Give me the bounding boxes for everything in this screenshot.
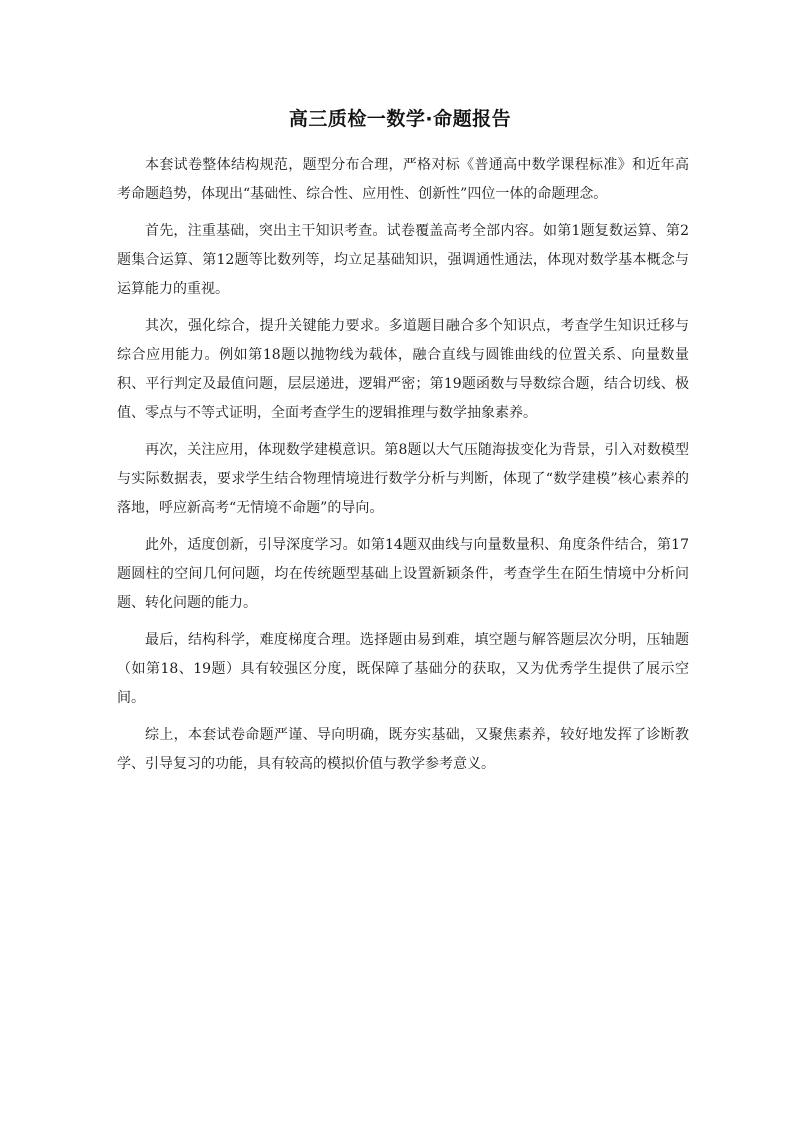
paragraph-basics: 首先，注重基础，突出主干知识考查。试卷覆盖高考全部内容。如第1题复数运算、第2题集合运算、第12题等比数列等，均立足基础知识，强调通性通法，体现对数学基本概念与运算能力的重视。	[117, 223, 689, 297]
document-title: 高三质检一数学·命题报告	[288, 108, 512, 130]
paragraph-conclusion: 综上，本套试卷命题严谨、导向明确，既夯实基础，又聚焦素养，较好地发挥了诊断教学、引导复习的功能，具有较高的模拟价值与教学参考意义。	[117, 727, 689, 772]
paragraph-synthesis: 其次，强化综合，提升关键能力要求。多道题目融合多个知识点，考查学生知识迁移与综合应用能力。例如第18题以抛物线为载体，融合直线与圆锥曲线的位置关系、向量数量积、平行判定及最值问题，层层递进，逻辑严密；第19题函数与导数综合题，结合切线、极值、零点与不等式证明，全面考查学生的逻辑推理与数学抽象素养。	[117, 318, 689, 421]
document-body	[117, 151, 689, 787]
paragraph-innovation: 此外，适度创新，引导深度学习。如第14题双曲线与向量数量积、角度条件结合，第17题圆柱的空间几何问题，均在传统题型基础上设置新颖条件，考查学生在陌生情境中分析问题、转化问题的能力。	[117, 537, 689, 611]
paragraph-application: 再次，关注应用，体现数学建模意识。第8题以大气压随海拔变化为背景，引入对数模型与实际数据表，要求学生结合物理情境进行数学分析与判断，体现了“数学建模”核心素养的落地，呼应新高考“无情境不命题”的导向。	[117, 442, 689, 516]
paragraph-intro: 本套试卷整体结构规范，题型分布合理，严格对标《普通高中数学课程标准》和近年高考命题趋势，体现出“基础性、综合性、应用性、创新性”四位一体的命题理念。	[117, 157, 689, 202]
paragraph-structure: 最后，结构科学，难度梯度合理。选择题由易到难，填空题与解答题层次分明，压轴题（如第18、19题）具有较强区分度，既保障了基础分的获取，又为优秀学生提供了展示空间。	[117, 632, 689, 706]
